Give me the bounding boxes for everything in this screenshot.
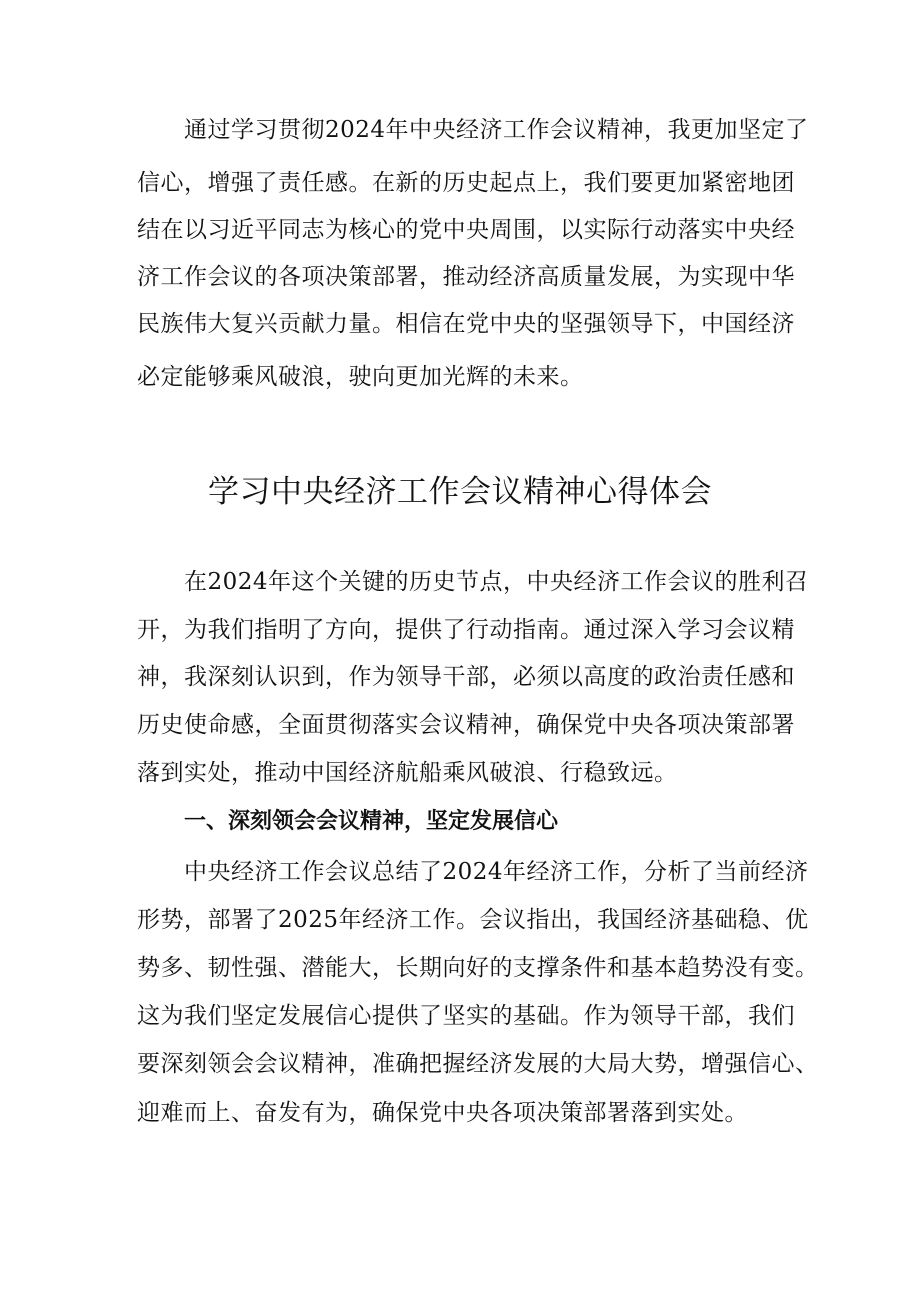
paragraph-3-line: 中央经济工作会议总结了2024年经济工作，分析了当前经济 <box>184 859 809 885</box>
paragraph-3-line: 势多、韧性强、潜能大，长期向好的支撑条件和基本趋势没有变。 <box>137 955 819 981</box>
paragraph-3-line: 这为我们坚定发展信心提供了坚实的基础。作为领导干部，我们 <box>137 1003 795 1029</box>
paragraph-3-line: 要深刻领会会议精神，准确把握经济发展的大局大势，增强信心、 <box>137 1051 819 1077</box>
paragraph-1-line: 民族伟大复兴贡献力量。相信在党中央的坚强领导下，中国经济 <box>137 311 795 337</box>
paragraph-1-line: 结在以习近平同志为核心的党中央周围，以实际行动落实中央经 <box>137 217 795 243</box>
paragraph-2-line: 落到实处，推动中国经济航船乘风破浪、行稳致远。 <box>137 760 678 786</box>
paragraph-3-line: 形势，部署了2025年经济工作。会议指出，我国经济基础稳、优 <box>137 907 809 933</box>
article-title: 学习中央经济工作会议精神心得体会 <box>208 474 712 510</box>
paragraph-2-line: 神，我深刻认识到，作为领导干部，必须以高度的政治责任感和 <box>137 664 795 690</box>
paragraph-2-line: 在2024年这个关键的历史节点，中央经济工作会议的胜利召 <box>184 569 809 595</box>
paragraph-2-line: 开，为我们指明了方向，提供了行动指南。通过深入学习会议精 <box>137 617 795 643</box>
paragraph-1-line: 信心，增强了责任感。在新的历史起点上，我们要更加紧密地团 <box>137 170 795 196</box>
paragraph-1-line: 济工作会议的各项决策部署，推动经济高质量发展，为实现中华 <box>137 264 795 290</box>
section-heading: 一、深刻领会会议精神，坚定发展信心 <box>184 809 559 834</box>
paragraph-1-line: 通过学习贯彻2024年中央经济工作会议精神，我更加坚定了 <box>184 117 809 143</box>
paragraph-1-line: 必定能够乘风破浪，驶向更加光辉的未来。 <box>137 364 584 390</box>
paragraph-2-line: 历史使命感，全面贯彻落实会议精神，确保党中央各项决策部署 <box>137 712 795 738</box>
paragraph-3-line: 迎难而上、奋发有为，确保党中央各项决策部署落到实处。 <box>137 1100 748 1126</box>
